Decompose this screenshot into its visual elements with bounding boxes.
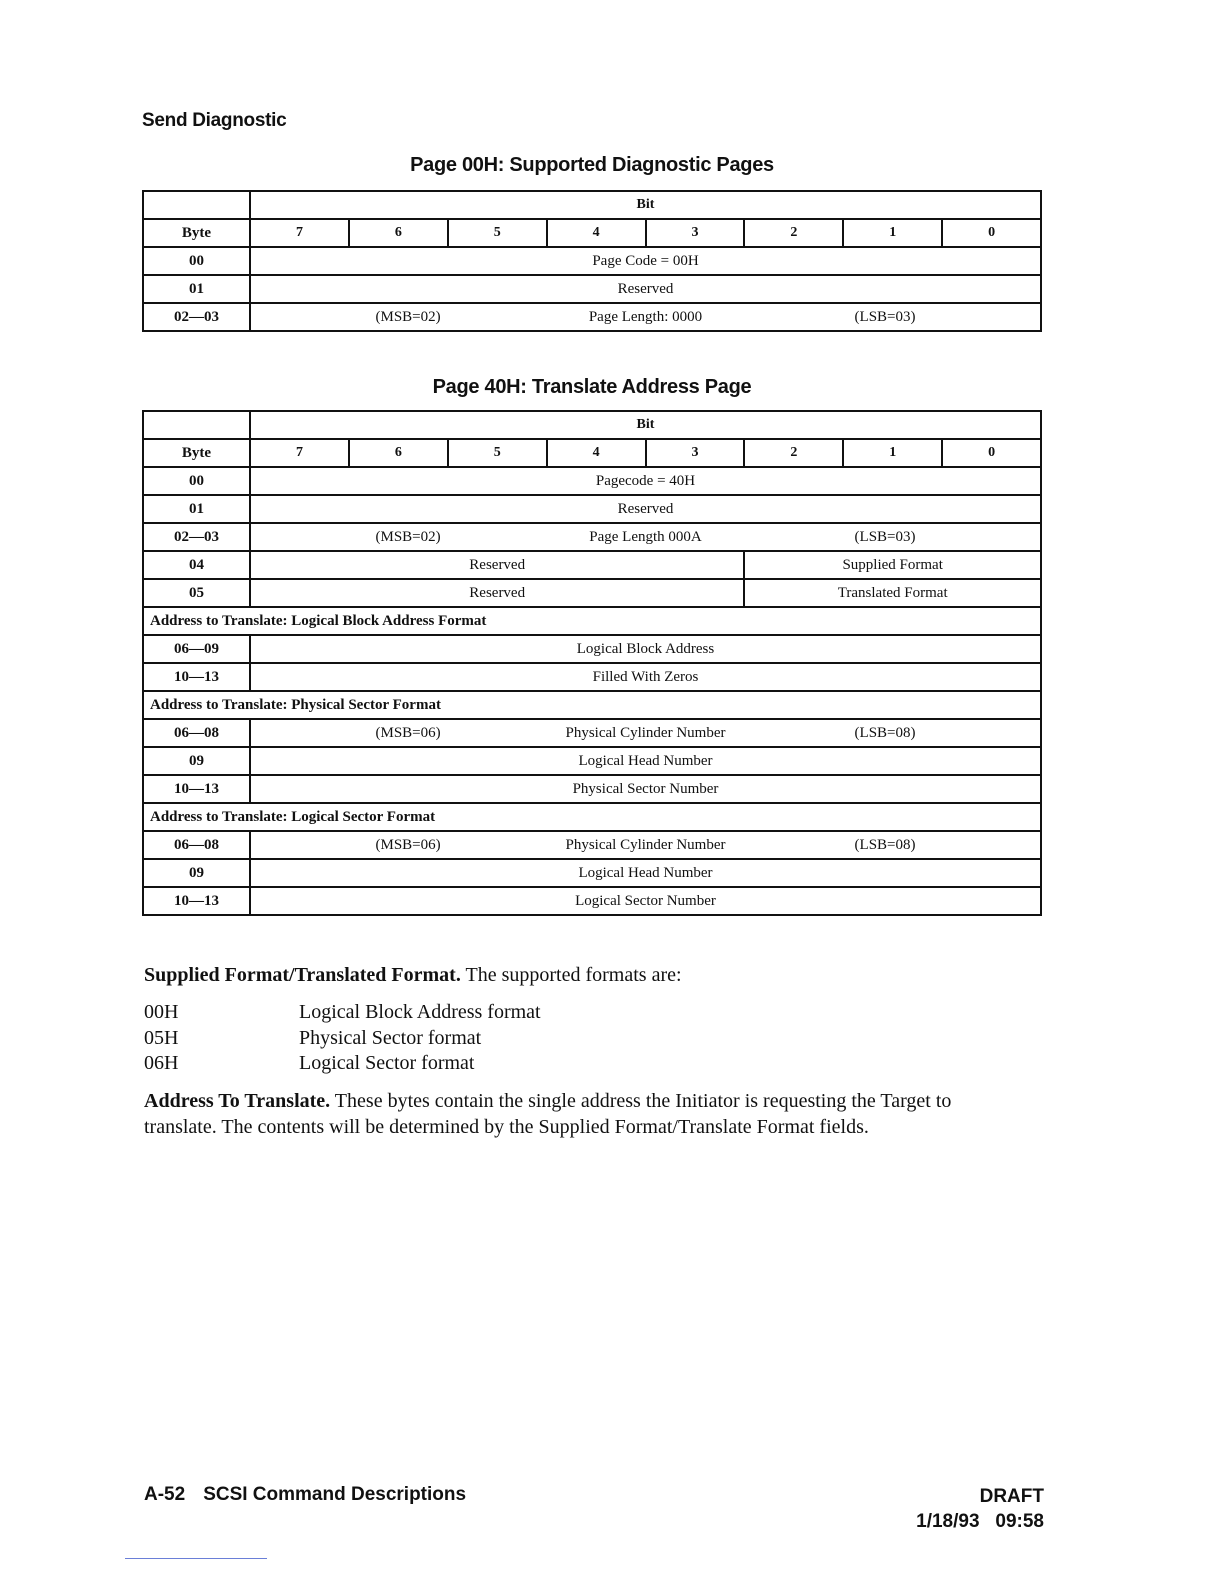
msb-label: (MSB=02): [375, 528, 441, 545]
bit-3: 3: [646, 439, 745, 467]
supplied-format-cell: Supplied Format: [744, 551, 1041, 579]
table-row: [143, 747, 1041, 775]
byte-cell: 06—08: [143, 831, 250, 859]
footer-right: [916, 1484, 1044, 1534]
byte-cell: 00: [143, 467, 250, 495]
translated-format-cell: Translated Format: [744, 579, 1041, 607]
field-label: Page Length 000A: [589, 528, 702, 545]
field-cell: [250, 719, 1041, 747]
byte-cell: 10—13: [143, 775, 250, 803]
msb-label: (MSB=06): [375, 836, 441, 853]
bit-header-row: [143, 191, 1041, 219]
byte-header: Byte: [143, 219, 250, 247]
bit-1: 1: [843, 219, 942, 247]
field-cell: [250, 523, 1041, 551]
table-row: [143, 663, 1041, 691]
lsb-label: (LSB=03): [854, 528, 916, 545]
byte-cell: 06—09: [143, 635, 250, 663]
field-cell: [250, 831, 1041, 859]
address-to-translate-paragraph: [144, 1088, 1024, 1140]
lsb-label: (LSB=08): [854, 836, 916, 853]
lsb-label: (LSB=03): [854, 308, 916, 325]
draft-label: DRAFT: [979, 1486, 1044, 1507]
bit-number-row: [143, 219, 1041, 247]
paragraph-text: These bytes contain the single address the Initiator is requesting the Target to translate. The contents will be determined by the Supplied Format/Translate Format fields.: [144, 1090, 952, 1138]
reserved-cell: Reserved: [250, 551, 744, 579]
format-description: Logical Block Address format: [299, 1001, 541, 1023]
bit-header: Bit: [250, 191, 1041, 219]
table-row: [143, 551, 1041, 579]
byte-cell: 10—13: [143, 663, 250, 691]
field-cell: Logical Head Number: [250, 859, 1041, 887]
lba-section-title: Address to Translate: Logical Block Address Format: [143, 607, 1041, 635]
field-cell: Logical Head Number: [250, 747, 1041, 775]
format-item: [144, 1050, 475, 1076]
table-row: [143, 467, 1041, 495]
table-row: [143, 579, 1041, 607]
table-row: [143, 775, 1041, 803]
footer-date: 1/18/93: [916, 1511, 980, 1532]
reserved-cell: Reserved: [250, 579, 744, 607]
empty-corner-cell: [143, 191, 250, 219]
section-header-row: [143, 607, 1041, 635]
footer-left: [144, 1484, 466, 1506]
field-cell: Reserved: [250, 275, 1041, 303]
table-row: [143, 831, 1041, 859]
format-item: [144, 1025, 481, 1051]
table-row: [143, 887, 1041, 915]
bit-0: 0: [942, 439, 1041, 467]
logical-section-title: Address to Translate: Logical Sector Format: [143, 803, 1041, 831]
field-cell: [250, 303, 1041, 331]
field-label: Physical Cylinder Number: [565, 836, 726, 853]
bit-4: 4: [547, 219, 646, 247]
field-cell: Logical Block Address: [250, 635, 1041, 663]
format-code: 05H: [144, 1027, 179, 1049]
format-description: Logical Sector format: [299, 1052, 475, 1074]
byte-cell: 04: [143, 551, 250, 579]
bit-header-row: [143, 411, 1041, 439]
byte-header: Byte: [143, 439, 250, 467]
byte-cell: 01: [143, 275, 250, 303]
paragraph-lead: Address To Translate.: [144, 1090, 331, 1112]
field-cell: Logical Sector Number: [250, 887, 1041, 915]
chapter-title: SCSI Command Descriptions: [203, 1484, 467, 1505]
byte-cell: 05: [143, 579, 250, 607]
field-cell: Pagecode = 40H: [250, 467, 1041, 495]
supported-formats-paragraph: [144, 962, 1044, 988]
byte-cell: 02—03: [143, 523, 250, 551]
lsb-label: (LSB=08): [854, 724, 916, 741]
table-row: [143, 719, 1041, 747]
format-description: Physical Sector format: [299, 1027, 482, 1049]
bit-2: 2: [744, 219, 843, 247]
field-cell: Physical Sector Number: [250, 775, 1041, 803]
byte-cell: 06—08: [143, 719, 250, 747]
supported-pages-table: [142, 190, 1042, 332]
bit-number-row: [143, 439, 1041, 467]
table-row: [143, 247, 1041, 275]
field-label: Physical Cylinder Number: [565, 724, 726, 741]
byte-cell: 09: [143, 747, 250, 775]
byte-cell: 10—13: [143, 887, 250, 915]
bit-6: 6: [349, 219, 448, 247]
bit-4: 4: [547, 439, 646, 467]
table-row: [143, 275, 1041, 303]
table-row: [143, 859, 1041, 887]
section-header-row: [143, 803, 1041, 831]
physical-section-title: Address to Translate: Physical Sector Format: [143, 691, 1041, 719]
bit-2: 2: [744, 439, 843, 467]
msb-label: (MSB=06): [375, 724, 441, 741]
translate-address-table: [142, 410, 1042, 916]
byte-cell: 00: [143, 247, 250, 275]
bit-0: 0: [942, 219, 1041, 247]
bit-7: 7: [250, 219, 349, 247]
msb-label: (MSB=02): [375, 308, 441, 325]
table-row: [143, 303, 1041, 331]
field-cell: Filled With Zeros: [250, 663, 1041, 691]
byte-cell: 02—03: [143, 303, 250, 331]
table-row: [143, 635, 1041, 663]
format-item: [144, 999, 541, 1025]
bit-7: 7: [250, 439, 349, 467]
paragraph-text: The supported formats are:: [460, 964, 682, 986]
field-cell: Page Code = 00H: [250, 247, 1041, 275]
section-heading: Send Diagnostic: [142, 110, 287, 131]
paragraph-lead: Supplied Format/Translated Format.: [144, 964, 461, 986]
page-number: A-52: [144, 1484, 186, 1505]
bit-6: 6: [349, 439, 448, 467]
field-label: Page Length: 0000: [588, 308, 703, 325]
empty-corner-cell: [143, 411, 250, 439]
field-cell: Reserved: [250, 495, 1041, 523]
section-header-row: [143, 691, 1041, 719]
footer-time: 09:58: [995, 1511, 1044, 1532]
format-code: 00H: [144, 1001, 179, 1023]
bit-3: 3: [646, 219, 745, 247]
bit-1: 1: [843, 439, 942, 467]
bit-5: 5: [448, 439, 547, 467]
bit-5: 5: [448, 219, 547, 247]
bottom-rule: [125, 1558, 267, 1559]
table-row: [143, 495, 1041, 523]
byte-cell: 09: [143, 859, 250, 887]
byte-cell: 01: [143, 495, 250, 523]
table2-title: Page 40H: Translate Address Page: [432, 376, 752, 398]
format-code: 06H: [144, 1052, 179, 1074]
footer-datetime: [916, 1509, 1044, 1534]
table1-title: Page 00H: Supported Diagnostic Pages: [410, 154, 774, 176]
table-row: [143, 523, 1041, 551]
bit-header: Bit: [250, 411, 1041, 439]
